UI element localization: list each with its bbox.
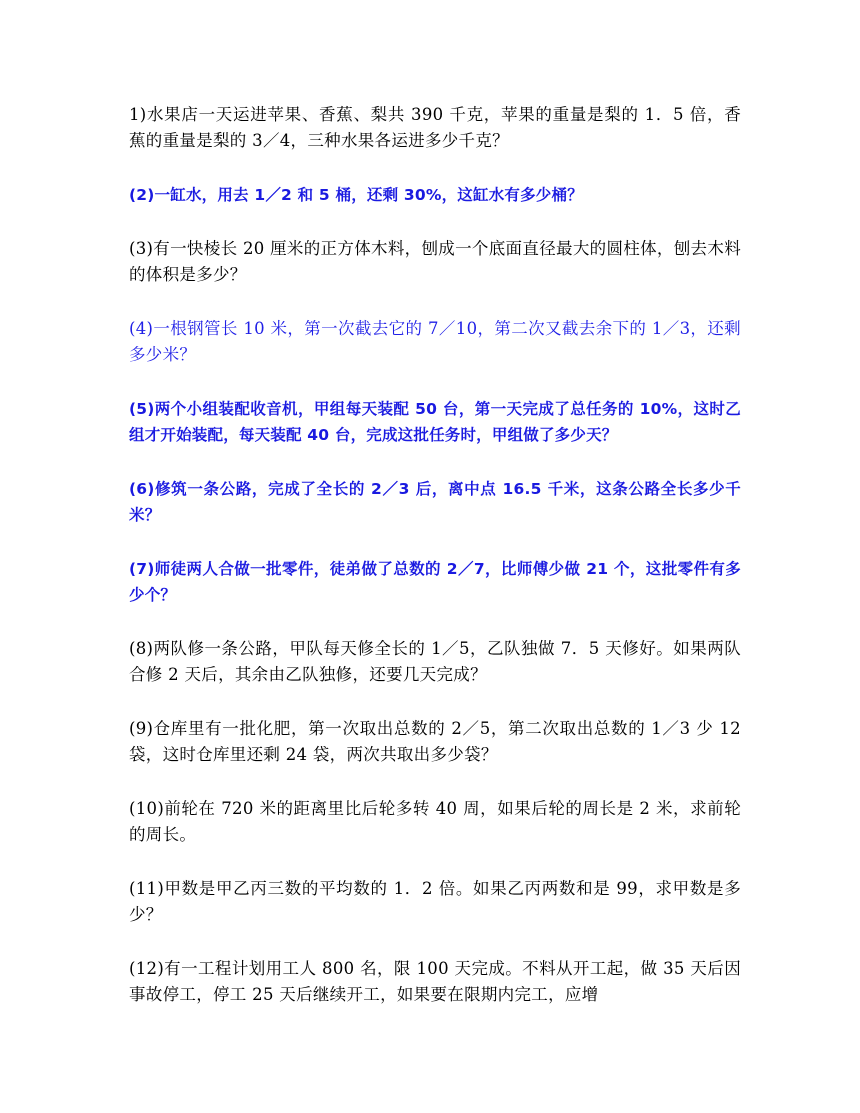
problem-6: (6)修筑一条公路，完成了全长的 2／3 后，离中点 16.5 千米，这条公路全长多少千米？	[129, 480, 741, 524]
problem-3: (3)有一快棱长 20 厘米的正方体木料，刨成一个底面直径最大的圆柱体，刨去木料的体积是多少？	[129, 239, 741, 284]
problem-8: (8)两队修一条公路，甲队每天修全长的 1／5，乙队独做 7．5 天修好。如果两队合修 2 天后，其余由乙队独修，还要几天完成？	[129, 639, 741, 684]
problem-list	[129, 102, 741, 1008]
problem-9: (9)仓库里有一批化肥，第一次取出总数的 2／5，第二次取出总数的 1／3 少 12 袋，这时仓库里还剩 24 袋，两次共取出多少袋？	[129, 719, 741, 764]
problem-1: 1)水果店一天运进苹果、香蕉、梨共 390 千克，苹果的重量是梨的 1．5 倍，香蕉的重量是梨的 3／4，三种水果各运进多少千克？	[129, 105, 741, 150]
problem-11: (11)甲数是甲乙丙三数的平均数的 1．2 倍。如果乙丙两数和是 99，求甲数是多少？	[129, 879, 741, 924]
problem-10: (10)前轮在 720 米的距离里比后轮多转 40 周，如果后轮的周长是 2 米，求前轮的周长。	[129, 799, 741, 844]
problem-7: (7)师徒两人合做一批零件，徒弟做了总数的 2／7，比师傅少做 21 个，这批零件有多少个？	[129, 560, 741, 604]
problem-2: (2)一缸水，用去 1／2 和 5 桶，还剩 30%，这缸水有多少桶？	[129, 186, 583, 204]
problem-12: (12)有一工程计划用工人 800 名，限 100 天完成。不料从开工起，做 35 天后因事故停工，停工 25 天后继续开工，如果要在限期内完工，应增	[129, 959, 741, 1004]
problem-5: (5)两个小组装配收音机，甲组每天装配 50 台，第一天完成了总任务的 10%，这时乙组才开始装配，每天装配 40 台，完成这批任务时，甲组做了多少天？	[129, 400, 741, 444]
problem-4: (4)一根钢管长 10 米，第一次截去它的 7／10，第二次又截去余下的 1／3，还剩多少米？	[129, 319, 741, 364]
